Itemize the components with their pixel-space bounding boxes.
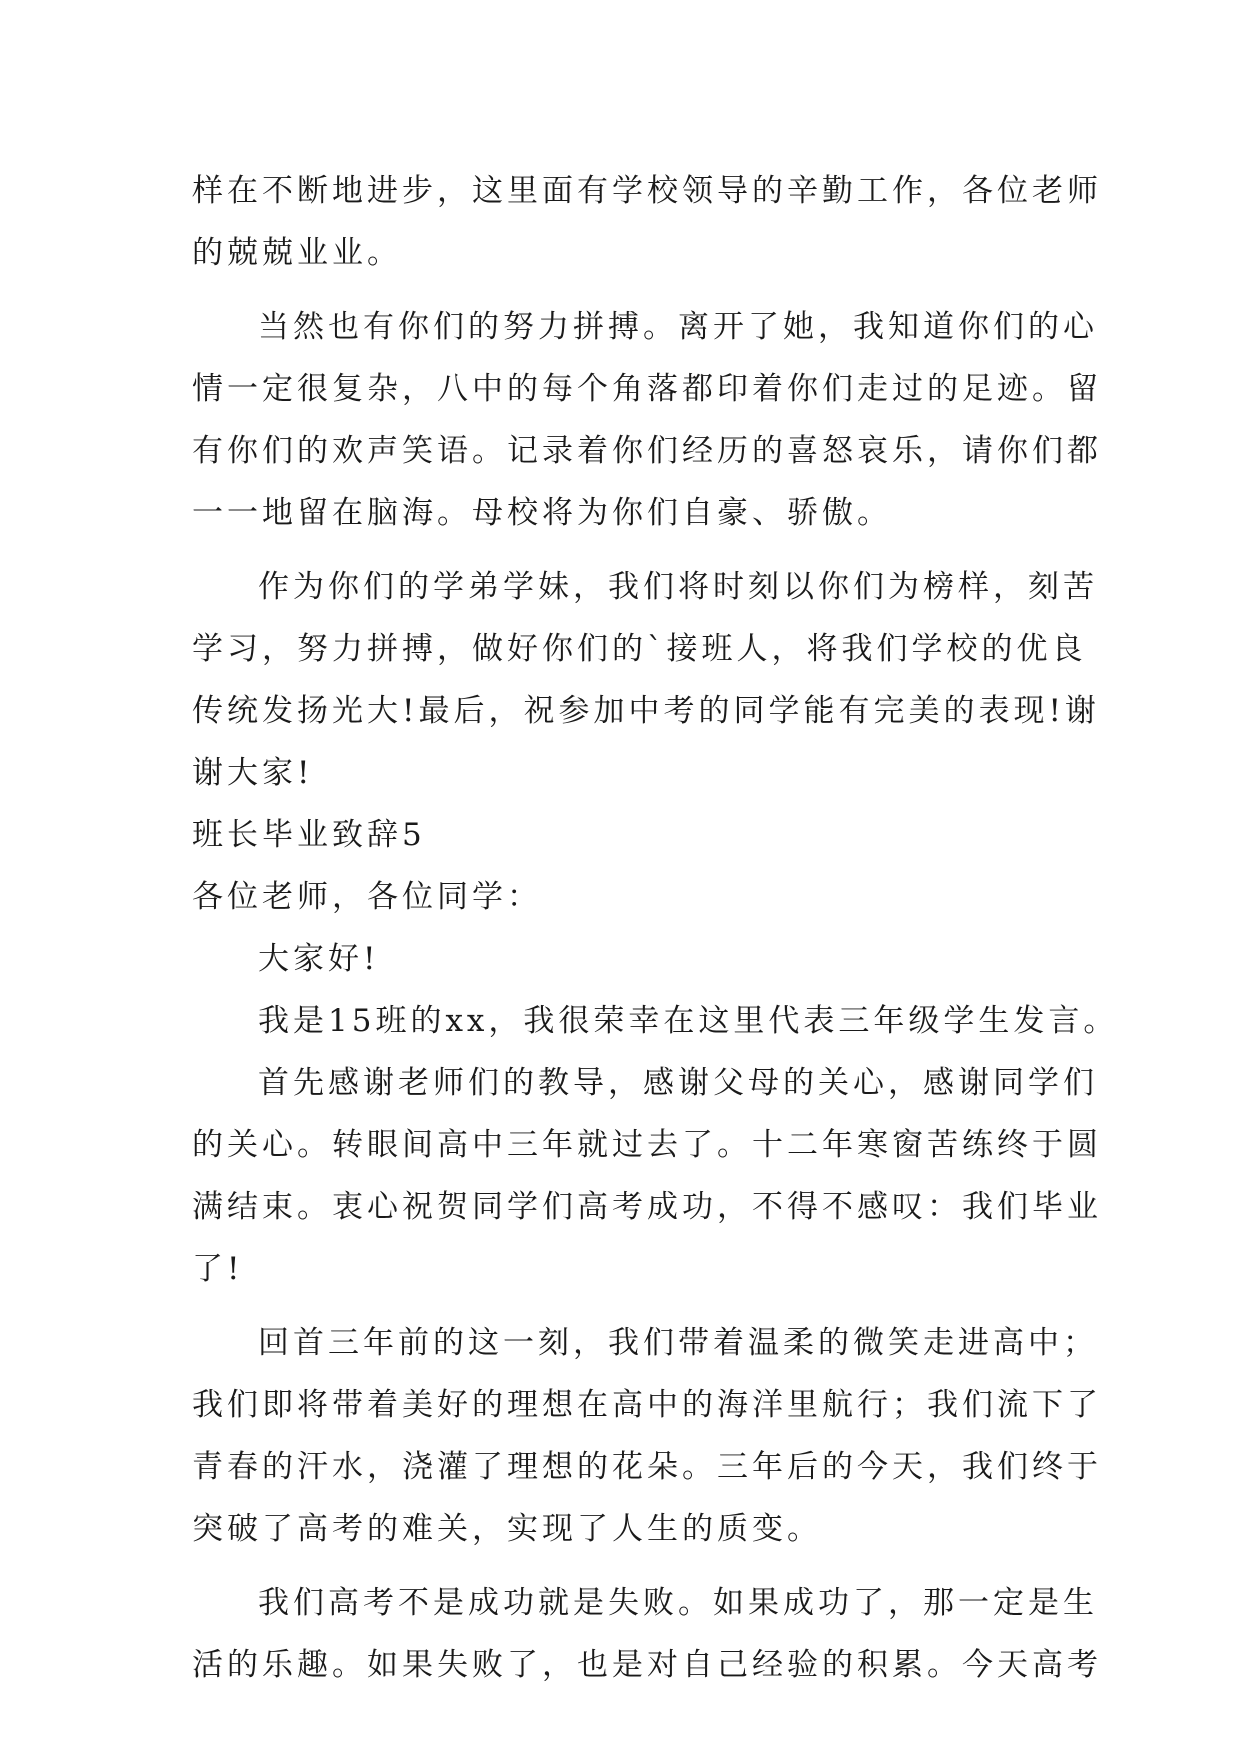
text-line: 学习，努力拼搏，做好你们的`接班人，将我们学校的优良 — [192, 631, 1087, 667]
section-heading: 班长毕业致辞5 — [192, 817, 426, 853]
text-line: 了! — [192, 1251, 244, 1287]
paragraph-first-line: 当然也有你们的努力拼搏。离开了她，我知道你们的心 — [258, 309, 1098, 345]
text-line: 我们即将带着美好的理想在高中的海洋里航行；我们流下了 — [192, 1387, 1102, 1423]
greeting: 大家好! — [258, 941, 380, 977]
text-line: 的兢兢业业。 — [192, 235, 402, 271]
paragraph-first-line: 我是15班的xx，我很荣幸在这里代表三年级学生发言。 — [258, 1003, 1119, 1039]
paragraph-first-line: 回首三年前的这一刻，我们带着温柔的微笑走进高中； — [258, 1325, 1098, 1361]
text-line: 青春的汗水，浇灌了理想的花朵。三年后的今天，我们终于 — [192, 1449, 1102, 1485]
paragraph-first-line: 作为你们的学弟学妹，我们将时刻以你们为榜样，刻苦 — [258, 569, 1098, 605]
text-line: 突破了高考的难关，实现了人生的质变。 — [192, 1511, 822, 1547]
text-line: 的关心。转眼间高中三年就过去了。十二年寒窗苦练终于圆 — [192, 1127, 1102, 1163]
text-line: 情一定很复杂，八中的每个角落都印着你们走过的足迹。留 — [192, 371, 1102, 407]
text-line: 活的乐趣。如果失败了，也是对自己经验的积累。今天高考 — [192, 1647, 1102, 1683]
text-line: 样在不断地进步，这里面有学校领导的辛勤工作，各位老师 — [192, 173, 1102, 209]
paragraph-first-line: 首先感谢老师们的教导，感谢父母的关心，感谢同学们 — [258, 1065, 1098, 1101]
text-line: 一一地留在脑海。母校将为你们自豪、骄傲。 — [192, 495, 892, 531]
salutation: 各位老师，各位同学： — [192, 879, 542, 915]
text-line: 有你们的欢声笑语。记录着你们经历的喜怒哀乐，请你们都 — [192, 433, 1102, 469]
document-body — [192, 160, 1119, 1696]
text-line: 谢大家! — [192, 755, 314, 791]
text-line: 传统发扬光大!最后，祝参加中考的同学能有完美的表现!谢 — [192, 693, 1100, 729]
text-line: 满结束。衷心祝贺同学们高考成功，不得不感叹：我们毕业 — [192, 1189, 1102, 1225]
paragraph-first-line: 我们高考不是成功就是失败。如果成功了，那一定是生 — [258, 1585, 1098, 1621]
